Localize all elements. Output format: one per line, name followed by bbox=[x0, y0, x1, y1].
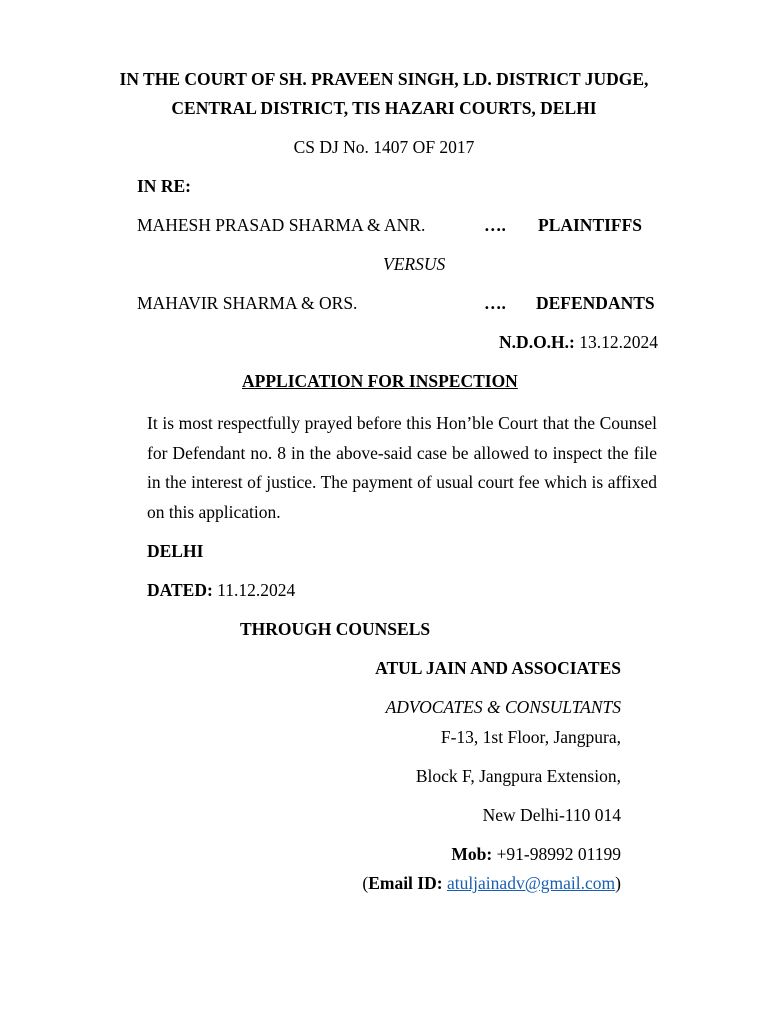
defendant-role: DEFENDANTS bbox=[536, 293, 655, 313]
firm-tagline: ADVOCATES & CONSULTANTS bbox=[385, 697, 621, 717]
defendant-name: MAHAVIR SHARMA & ORS. bbox=[137, 293, 358, 313]
defendant-dots: …. bbox=[484, 293, 506, 313]
court-heading-line1: IN THE COURT OF SH. PRAVEEN SINGH, LD. DISTRICT JUDGE, bbox=[119, 69, 649, 89]
email-line bbox=[362, 872, 621, 894]
mobile-line bbox=[451, 843, 621, 865]
plaintiff-dots: …. bbox=[484, 215, 506, 235]
through-counsels: THROUGH COUNSELS bbox=[240, 619, 431, 639]
in-re-label: IN RE: bbox=[137, 176, 191, 196]
court-heading-line2: CENTRAL DISTRICT, TIS HAZARI COURTS, DELHI bbox=[171, 98, 597, 118]
dated-value: 11.12.2024 bbox=[217, 580, 296, 600]
firm-name: ATUL JAIN AND ASSOCIATES bbox=[375, 658, 621, 678]
firm-address-line2: Block F, Jangpura Extension, bbox=[415, 766, 621, 786]
application-body: It is most respectfully prayed before this Hon’ble Court that the Counsel for Defendant no. 8 in the above-said case be allowed to inspect the file in the interest of justice. The payment of usual court fee which is affixed on this application. bbox=[147, 413, 657, 522]
versus-label: VERSUS bbox=[383, 254, 446, 274]
application-title: APPLICATION FOR INSPECTION bbox=[242, 371, 518, 391]
plaintiff-role: PLAINTIFFS bbox=[538, 215, 643, 235]
dated-line bbox=[147, 579, 295, 601]
plaintiff-name: MAHESH PRASAD SHARMA & ANR. bbox=[137, 215, 426, 235]
place-label: DELHI bbox=[147, 541, 204, 561]
email-close-paren: ) bbox=[615, 873, 621, 893]
firm-address-line1: F-13, 1st Floor, Jangpura, bbox=[440, 727, 621, 747]
email-link[interactable]: atuljainadv@gmail.com bbox=[446, 873, 616, 893]
email-open-paren: ( bbox=[362, 873, 369, 893]
dated-label: DATED: bbox=[147, 580, 213, 600]
firm-address-line3: New Delhi-110 014 bbox=[482, 805, 621, 825]
ndoh-value: 13.12.2024 bbox=[579, 332, 658, 352]
ndoh-line bbox=[499, 331, 658, 353]
case-number: CS DJ No. 1407 OF 2017 bbox=[293, 137, 475, 157]
ndoh-label: N.D.O.H.: bbox=[499, 332, 575, 352]
mobile-label: Mob: bbox=[451, 844, 493, 864]
mobile-value: +91-98992 01199 bbox=[496, 844, 621, 864]
email-label: Email ID: bbox=[368, 873, 443, 893]
